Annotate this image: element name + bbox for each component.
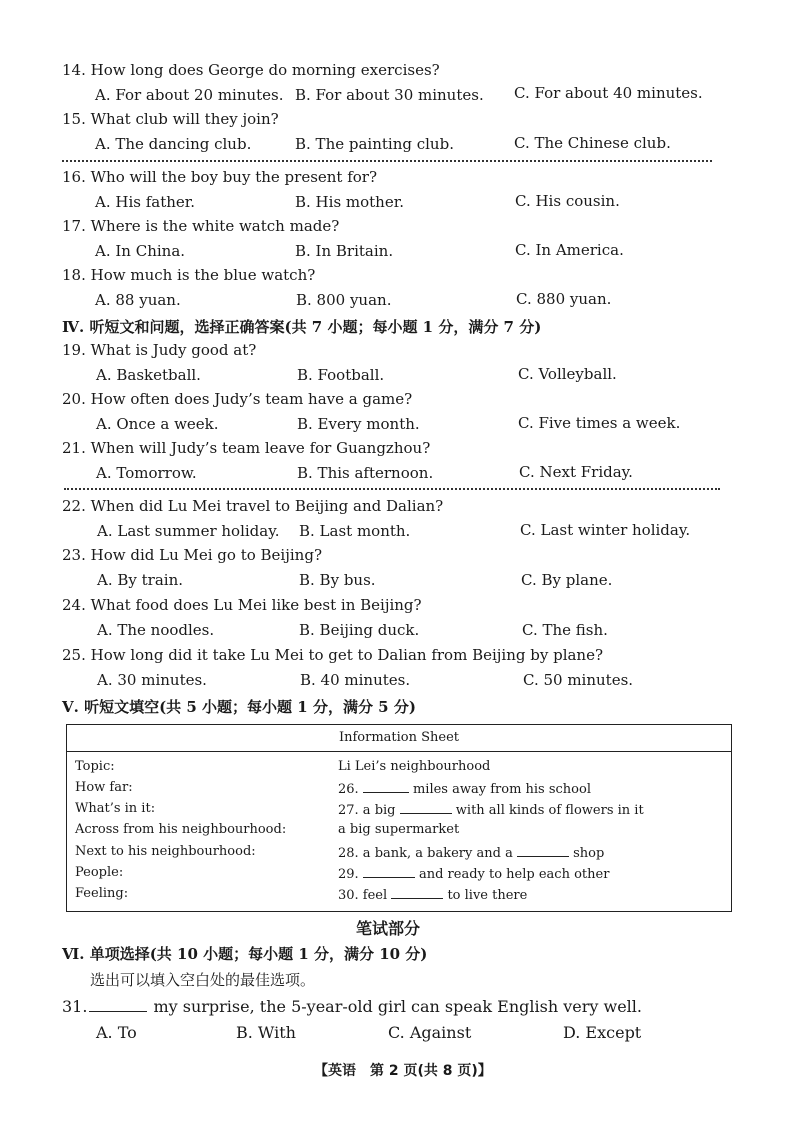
answer-blank-28[interactable] bbox=[517, 844, 569, 857]
option-31d: D. Except bbox=[563, 1023, 642, 1042]
question-19: 19. What is Judy good at? bbox=[62, 341, 257, 359]
question-25: 25. How long did it take Lu Mei to get to Dalian from Beijing by plane? bbox=[62, 646, 604, 664]
option-21c: C. Next Friday. bbox=[519, 463, 633, 481]
sheet-value bbox=[338, 801, 644, 818]
option-24b: B. Beijing duck. bbox=[299, 621, 420, 639]
option-18c: C. 880 yuan. bbox=[516, 290, 612, 308]
sheet-label: Across from his neighbourhood: bbox=[75, 822, 287, 837]
section-5-heading: Ⅴ. 听短文填空(共 5 小题；每小题 1 分，满分 5 分) bbox=[62, 698, 416, 716]
question-20: 20. How often does Judy’s team have a game? bbox=[62, 390, 413, 408]
option-24c: C. The fish. bbox=[522, 621, 608, 639]
sheet-value-text: miles away from his school bbox=[412, 782, 591, 797]
question-23: 23. How did Lu Mei go to Beijing? bbox=[62, 546, 322, 564]
option-15c: C. The Chinese club. bbox=[514, 134, 671, 152]
sheet-value-text: Li Lei’s neighbourhood bbox=[338, 759, 491, 774]
option-23b: B. By bus. bbox=[299, 571, 376, 589]
sheet-value bbox=[338, 865, 609, 882]
sheet-value bbox=[338, 844, 604, 861]
sheet-value-text: with all kinds of flowers in it bbox=[455, 803, 644, 818]
sheet-label: People: bbox=[75, 865, 124, 880]
sheet-value-text: and ready to help each other bbox=[418, 867, 610, 882]
option-22c: C. Last winter holiday. bbox=[520, 521, 691, 539]
sheet-label: How far: bbox=[75, 780, 133, 795]
answer-blank-27[interactable] bbox=[400, 801, 452, 814]
answer-blank-30[interactable] bbox=[391, 886, 443, 899]
section-4-heading: Ⅳ. 听短文和问题，选择正确答案(共 7 小题；每小题 1 分，满分 7 分) bbox=[62, 318, 542, 336]
option-31a: A. To bbox=[96, 1023, 137, 1042]
question-number: 31. bbox=[62, 997, 88, 1016]
question-text: my surprise, the 5-year-old girl can speak English very well. bbox=[153, 997, 642, 1016]
dotted-divider bbox=[64, 488, 720, 490]
answer-blank-29[interactable] bbox=[363, 865, 415, 878]
sheet-value bbox=[338, 780, 591, 797]
option-19c: C. Volleyball. bbox=[518, 365, 617, 383]
question-14: 14. How long does George do morning exercises? bbox=[62, 61, 440, 79]
sheet-label: What’s in it: bbox=[75, 801, 156, 816]
option-22b: B. Last month. bbox=[299, 522, 411, 540]
answer-blank-26[interactable] bbox=[363, 780, 409, 793]
question-31 bbox=[62, 997, 642, 1016]
option-18a: A. 88 yuan. bbox=[95, 291, 181, 309]
option-14c: C. For about 40 minutes. bbox=[514, 84, 703, 102]
written-part-title: 笔试部分 bbox=[356, 919, 421, 938]
option-17c: C. In America. bbox=[515, 241, 624, 259]
sheet-value-text: 29. bbox=[338, 867, 359, 882]
sheet-label: Next to his neighbourhood: bbox=[75, 844, 256, 859]
option-19b: B. Football. bbox=[297, 366, 385, 384]
question-18: 18. How much is the blue watch? bbox=[62, 266, 316, 284]
sheet-value-text: 30. feel bbox=[338, 888, 388, 903]
dotted-divider bbox=[62, 160, 712, 162]
option-24a: A. The noodles. bbox=[97, 621, 215, 639]
question-15: 15. What club will they join? bbox=[62, 110, 279, 128]
option-17b: B. In Britain. bbox=[295, 242, 394, 260]
sheet-label: Topic: bbox=[75, 759, 115, 774]
option-17a: A. In China. bbox=[95, 242, 186, 260]
question-24: 24. What food does Lu Mei like best in Beijing? bbox=[62, 596, 422, 614]
answer-blank-31[interactable] bbox=[89, 999, 147, 1012]
option-25b: B. 40 minutes. bbox=[300, 671, 411, 689]
option-16c: C. His cousin. bbox=[515, 192, 620, 210]
section-6-heading: Ⅵ. 单项选择(共 10 小题；每小题 1 分，满分 10 分) bbox=[62, 945, 428, 963]
option-21a: A. Tomorrow. bbox=[96, 464, 197, 482]
option-15a: A. The dancing club. bbox=[95, 135, 252, 153]
sheet-value bbox=[338, 886, 527, 903]
question-17: 17. Where is the white watch made? bbox=[62, 217, 340, 235]
question-16: 16. Who will the boy buy the present for? bbox=[62, 168, 378, 186]
option-20b: B. Every month. bbox=[297, 415, 420, 433]
information-sheet bbox=[66, 724, 732, 912]
sheet-value-text: 28. a bank, a bakery and a bbox=[338, 846, 513, 861]
option-15b: B. The painting club. bbox=[295, 135, 454, 153]
option-14b: B. For about 30 minutes. bbox=[295, 86, 484, 104]
sheet-value-text: 27. a big bbox=[338, 803, 396, 818]
option-20c: C. Five times a week. bbox=[518, 414, 681, 432]
option-25a: A. 30 minutes. bbox=[97, 671, 207, 689]
page-footer: 【英语 第 2 页(共 8 页)】 bbox=[314, 1063, 492, 1079]
sheet-value-text: to live there bbox=[447, 888, 528, 903]
option-20a: A. Once a week. bbox=[96, 415, 219, 433]
option-31b: B. With bbox=[236, 1023, 296, 1042]
sheet-value bbox=[338, 822, 459, 837]
sheet-value-text: shop bbox=[573, 846, 605, 861]
option-21b: B. This afternoon. bbox=[297, 464, 434, 482]
sheet-value-text: 26. bbox=[338, 782, 359, 797]
option-23a: A. By train. bbox=[97, 571, 184, 589]
question-21: 21. When will Judy’s team leave for Guangzhou? bbox=[62, 439, 431, 457]
option-22a: A. Last summer holiday. bbox=[97, 522, 280, 540]
question-22: 22. When did Lu Mei travel to Beijing and Dalian? bbox=[62, 497, 444, 515]
option-23c: C. By plane. bbox=[521, 571, 613, 589]
sheet-value-text: a big supermarket bbox=[338, 822, 460, 837]
option-18b: B. 800 yuan. bbox=[296, 291, 392, 309]
option-19a: A. Basketball. bbox=[96, 366, 201, 384]
sheet-value bbox=[338, 759, 490, 774]
section-6-instructions: 选出可以填入空白处的最佳选项。 bbox=[90, 971, 316, 989]
option-16a: A. His father. bbox=[95, 193, 196, 211]
option-25c: C. 50 minutes. bbox=[523, 671, 634, 689]
option-14a: A. For about 20 minutes. bbox=[95, 86, 284, 104]
sheet-label: Feeling: bbox=[75, 886, 129, 901]
option-16b: B. His mother. bbox=[295, 193, 405, 211]
option-31c: C. Against bbox=[388, 1023, 472, 1042]
sheet-title: Information Sheet bbox=[67, 725, 731, 752]
